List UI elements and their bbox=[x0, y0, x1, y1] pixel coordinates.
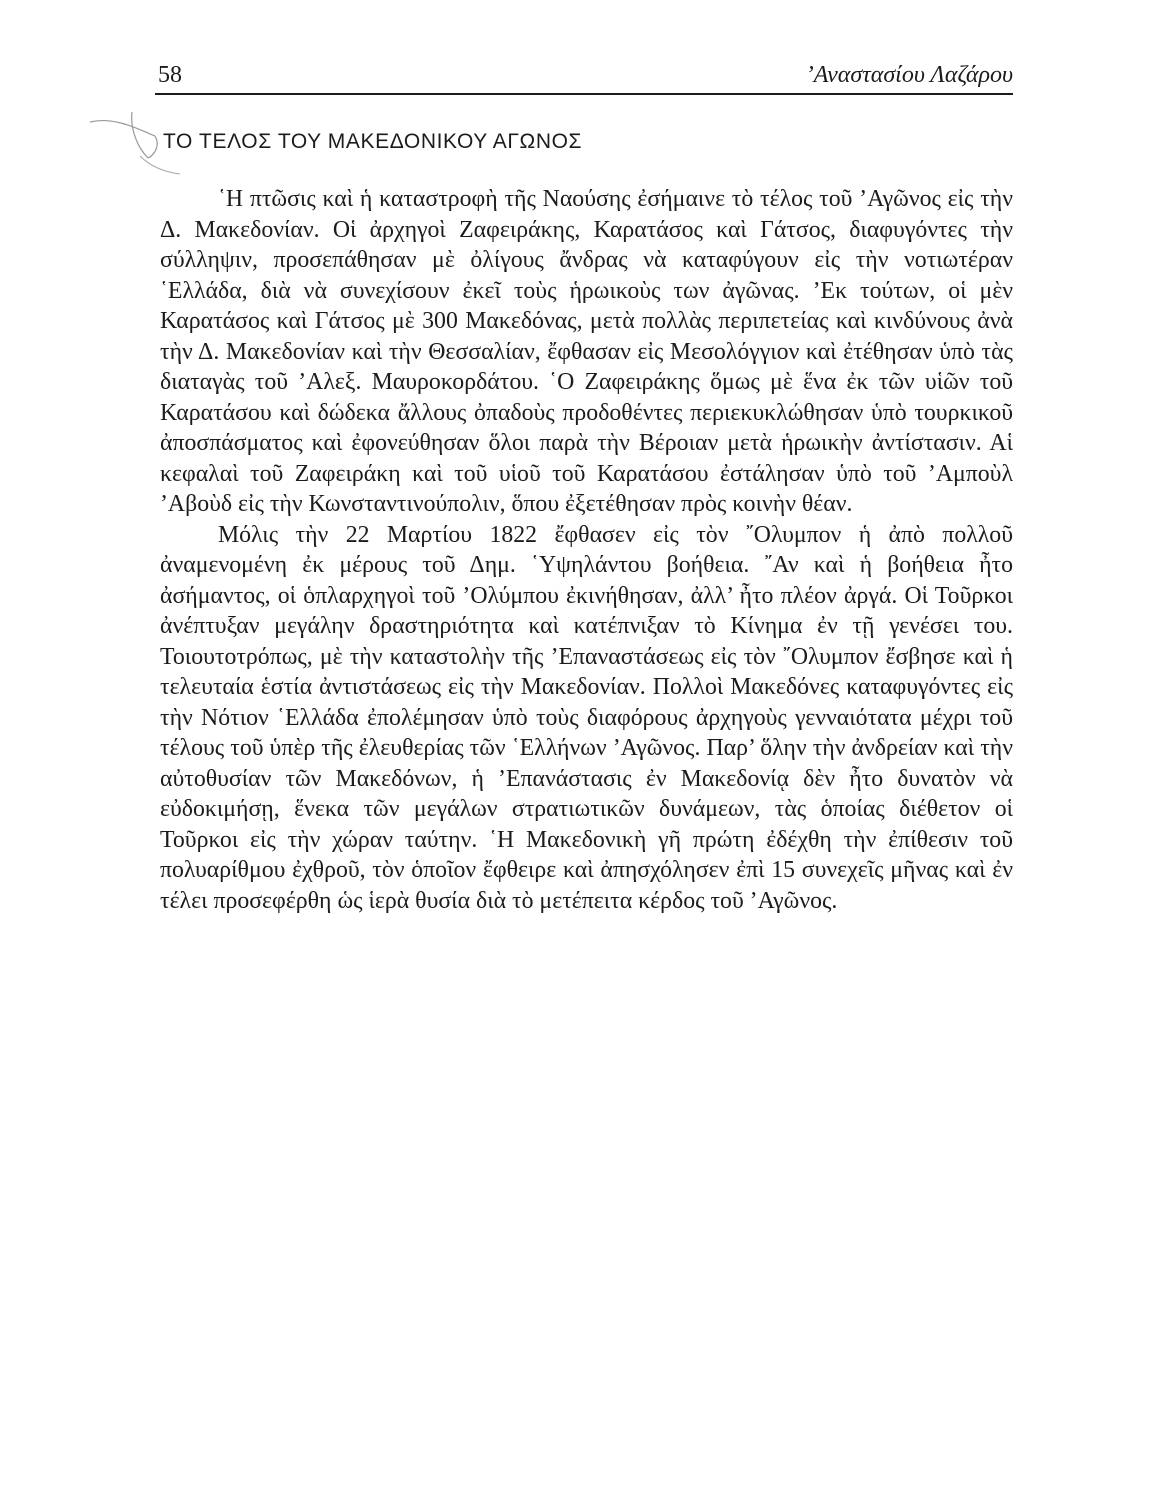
chapter-title: ΤΟ ΤΕΛΟΣ ΤΟΥ ΜΑΚΕΔΟΝΙΚΟΥ ΑΓΩΝΟΣ bbox=[163, 130, 583, 153]
author-name: ’Αναστασίου Λαζάρου bbox=[805, 62, 1013, 88]
body-text bbox=[160, 184, 1013, 916]
running-header bbox=[158, 58, 1013, 92]
page-number: 58 bbox=[158, 62, 182, 88]
header-rule bbox=[155, 93, 1013, 95]
paragraph-2: Μόλις τὴν 22 Μαρτίου 1822 ἔφθασεν εἰς τὸν ῎Ολυμπον ἡ ἀπὸ πολλοῦ ἀναμενομένη ἐκ μέρους τοῦ Δημ. ῾Υψηλάντου βοήθεια. ῎Αν καὶ ἡ βοήθεια ἦτο ἀσήμαντος, οἱ ὁπλαρχηγοὶ τοῦ ’Ολύμπου ἐκινήθησαν, ἀλλ’ ἦτο πλέον ἀργά. Οἱ Τοῦρκοι ἀνέπτυξαν μεγάλην δραστηριότητα καὶ κατέπνιξαν τὸ Κίνημα ἐν τῇ γενέσει του. Τοιουτοτρόπως, μὲ τὴν καταστολὴν τῆς ’Επαναστάσεως εἰς τὸν ῎Ολυμπον ἔσβησε καὶ ἡ τελευταία ἑστία ἀντιστάσεως εἰς τὴν Μακεδονίαν. Πολλοὶ Μακεδόνες καταφυγόντες εἰς τὴν Νότιον ῾Ελλάδα ἐπολέμησαν ὑπὸ τοὺς διαφόρους ἀρχηγοὺς γενναιότατα μέχρι τοῦ τέλους τοῦ ὑπὲρ τῆς ἐλευθερίας τῶν ῾Ελλήνων ’Αγῶνος. Παρ’ ὅλην τὴν ἀνδρείαν καὶ τὴν αὐτοθυσίαν τῶν Μακεδόνων, ἡ ’Επανάστασις ἐν Μακεδονίᾳ δὲν ἦτο δυνατὸν νὰ εὐδοκιμήσῃ, ἕνεκα τῶν μεγάλων στρατιωτικῶν δυνάμεων, τὰς ὁποίας διέθετον οἱ Τοῦρκοι εἰς τὴν χώραν ταύτην. ῾Η Μακεδονικὴ γῆ πρώτη ἐδέχθη τὴν ἐπίθεσιν τοῦ πολυαρίθμου ἐχθροῦ, τὸν ὁποῖον ἔφθειρε καὶ ἀπησχόλησεν ἐπὶ 15 συνεχεῖς μῆνας καὶ ἐν τέλει προσεφέρθη ὡς ἱερὰ θυσία διὰ τὸ μετέπειτα κέρδος τοῦ ’Αγῶνος. bbox=[160, 521, 1013, 914]
paragraph-1: ῾Η πτῶσις καὶ ἡ καταστροφὴ τῆς Ναούσης ἐσήμαινε τὸ τέλος τοῦ ’Αγῶνος εἰς τὴν Δ. Μακεδονίαν. Οἱ ἀρχηγοὶ Ζαφειράκης, Καρατάσος καὶ Γάτσος, διαφυγόντες τὴν σύλληψιν, προσεπάθησαν μὲ ὀλίγους ἄνδρας νὰ καταφύγουν εἰς τὴν νοτιωτέραν ῾Ελλάδα, διὰ νὰ συνεχίσουν ἐκεῖ τοὺς ἡρωικοὺς των ἀγῶνας. ’Εκ τούτων, οἱ μὲν Καρατάσος καὶ Γάτσος μὲ 300 Μακεδόνας, μετὰ πολλὰς περιπετείας καὶ κινδύνους ἀνὰ τὴν Δ. Μακεδονίαν καὶ τὴν Θεσσαλίαν, ἔφθασαν εἰς Μεσολόγγιον καὶ ἐτέθησαν ὑπὸ τὰς διαταγὰς τοῦ ’Αλεξ. Μαυροκορδάτου. ῾Ο Ζαφειράκης ὅμως μὲ ἕνα ἐκ τῶν υἱῶν τοῦ Καρατάσου καὶ δώδεκα ἄλλους ὀπαδοὺς προδοθέντες περιεκυκλώθησαν ὑπὸ τουρκικοῦ ἀποσπάσματος καὶ ἐφονεύθησαν ὅλοι παρὰ τὴν Βέροιαν μετὰ ἡρωικὴν ἀντίστασιν. Αἱ κεφαλαὶ τοῦ Ζαφειράκη καὶ τοῦ υἱοῦ τοῦ Καρατάσου ἐστάλησαν ὑπὸ τοῦ ’Αμποὺλ ’Αβοὺδ εἰς τὴν Κωνσταντινούπολιν, ὅπου ἐξετέθησαν πρὸς κοινὴν θέαν. bbox=[160, 186, 1013, 517]
